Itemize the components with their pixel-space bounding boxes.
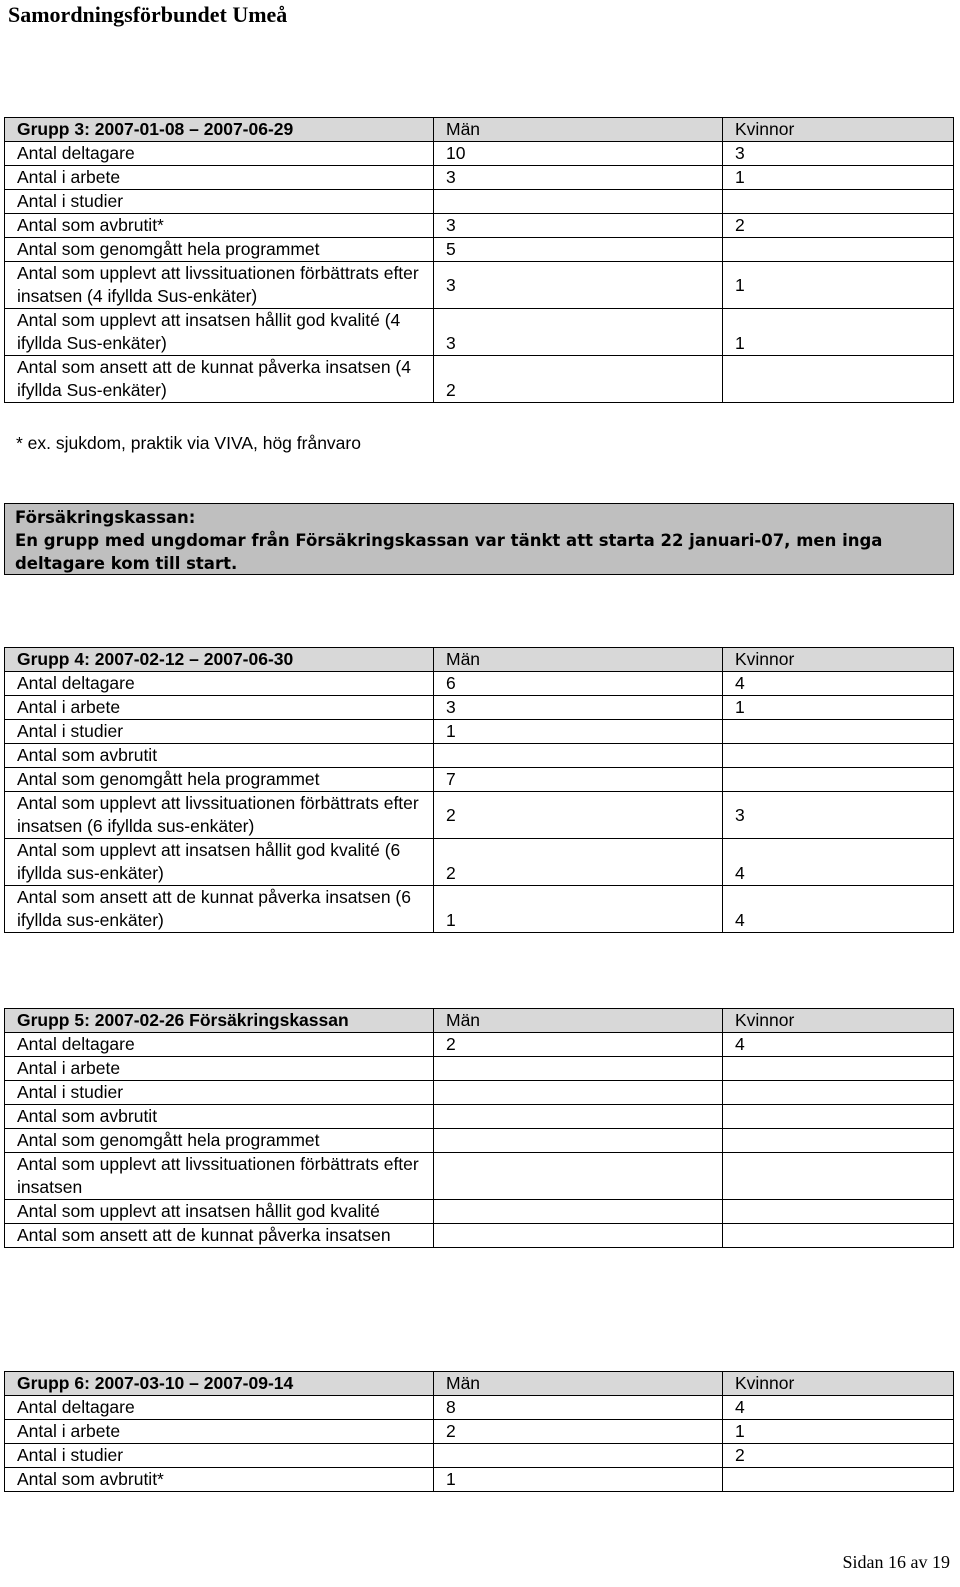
column-header-women: Kvinnor (723, 1372, 954, 1396)
row-label: Antal deltagare (5, 1396, 434, 1420)
table-row (5, 309, 954, 356)
women-value: 4 (723, 886, 954, 933)
women-value (723, 1224, 954, 1248)
row-label: Antal som ansett att de kunnat påverka insatsen (6 ifyllda sus-enkäter) (5, 886, 434, 933)
table-row (5, 792, 954, 839)
row-label: Antal som upplevt att insatsen hållit god kvalité (6 ifyllda sus-enkäter) (5, 839, 434, 886)
column-header-men: Män (434, 1009, 723, 1033)
women-value (723, 1468, 954, 1492)
table-row (5, 1200, 954, 1224)
row-label: Antal som ansett att de kunnat påverka insatsen (4 ifyllda Sus-enkäter) (5, 356, 434, 403)
men-value: 8 (434, 1396, 723, 1420)
document-header-title: Samordningsförbundet Umeå (8, 2, 288, 27)
group-4-table (4, 647, 954, 933)
table-row (5, 744, 954, 768)
table-row (5, 1444, 954, 1468)
men-value (434, 190, 723, 214)
group-title: Grupp 6: 2007-03-10 – 2007-09-14 (5, 1372, 434, 1396)
row-label: Antal som avbrutit (5, 744, 434, 768)
row-label: Antal deltagare (5, 672, 434, 696)
men-value (434, 744, 723, 768)
row-label: Antal i studier (5, 720, 434, 744)
table-row (5, 886, 954, 933)
men-value: 2 (434, 839, 723, 886)
table-row (5, 166, 954, 190)
table-row (5, 356, 954, 403)
men-value (434, 1105, 723, 1129)
row-label: Antal i studier (5, 190, 434, 214)
table-row (5, 1033, 954, 1057)
women-value: 2 (723, 214, 954, 238)
group-5-table (4, 1008, 954, 1248)
women-value: 4 (723, 1396, 954, 1420)
table-row (5, 672, 954, 696)
men-value (434, 1224, 723, 1248)
men-value: 7 (434, 768, 723, 792)
table-row (5, 1396, 954, 1420)
men-value: 3 (434, 262, 723, 309)
row-label: Antal deltagare (5, 142, 434, 166)
table-row (5, 1153, 954, 1200)
women-value: 3 (723, 142, 954, 166)
women-value: 4 (723, 839, 954, 886)
table-row (5, 262, 954, 309)
women-value (723, 1057, 954, 1081)
group-title: Grupp 3: 2007-01-08 – 2007-06-29 (5, 118, 434, 142)
row-label: Antal som upplevt att livssituationen förbättrats efter insatsen (6 ifyllda sus-enkäter) (5, 792, 434, 839)
table-row (5, 142, 954, 166)
men-value: 3 (434, 214, 723, 238)
men-value: 5 (434, 238, 723, 262)
table-header-row (5, 1372, 954, 1396)
row-label: Antal som upplevt att livssituationen förbättrats efter insatsen (5, 1153, 434, 1200)
row-label: Antal i arbete (5, 166, 434, 190)
row-label: Antal som upplevt att insatsen hållit god kvalité (4 ifyllda Sus-enkäter) (5, 309, 434, 356)
table-row (5, 1129, 954, 1153)
women-value (723, 1153, 954, 1200)
men-value: 2 (434, 1033, 723, 1057)
table-row (5, 1057, 954, 1081)
column-header-men: Män (434, 648, 723, 672)
men-value: 2 (434, 792, 723, 839)
row-label: Antal i arbete (5, 1057, 434, 1081)
men-value (434, 1200, 723, 1224)
group-6-table (4, 1371, 954, 1492)
column-header-women: Kvinnor (723, 118, 954, 142)
table-header-row (5, 1009, 954, 1033)
women-value: 2 (723, 1444, 954, 1468)
row-label: Antal som avbrutit (5, 1105, 434, 1129)
column-header-men: Män (434, 118, 723, 142)
row-label: Antal som upplevt att livssituationen förbättrats efter insatsen (4 ifyllda Sus-enkäter) (5, 262, 434, 309)
table-row (5, 768, 954, 792)
men-value: 3 (434, 166, 723, 190)
table-row (5, 1468, 954, 1492)
row-label: Antal som ansett att de kunnat påverka insatsen (5, 1224, 434, 1248)
row-label: Antal som avbrutit* (5, 1468, 434, 1492)
men-value: 1 (434, 1468, 723, 1492)
women-value (723, 744, 954, 768)
men-value: 3 (434, 309, 723, 356)
women-value: 1 (723, 166, 954, 190)
row-label: Antal deltagare (5, 1033, 434, 1057)
men-value: 2 (434, 356, 723, 403)
table-row (5, 1224, 954, 1248)
men-value: 1 (434, 720, 723, 744)
table-row (5, 1105, 954, 1129)
women-value (723, 768, 954, 792)
men-value: 3 (434, 696, 723, 720)
page-number: Sidan 16 av 19 (842, 1552, 950, 1572)
group-3-footnote: * ex. sjukdom, praktik via VIVA, hög frånvaro (16, 433, 361, 453)
men-value: 10 (434, 142, 723, 166)
women-value (723, 1081, 954, 1105)
women-value: 1 (723, 309, 954, 356)
table-row (5, 190, 954, 214)
table-row (5, 1081, 954, 1105)
women-value: 4 (723, 672, 954, 696)
women-value: 1 (723, 262, 954, 309)
men-value: 6 (434, 672, 723, 696)
women-value (723, 356, 954, 403)
column-header-women: Kvinnor (723, 1009, 954, 1033)
women-value (723, 1129, 954, 1153)
men-value: 2 (434, 1420, 723, 1444)
row-label: Antal som genomgått hela programmet (5, 768, 434, 792)
men-value (434, 1057, 723, 1081)
women-value (723, 1200, 954, 1224)
row-label: Antal i arbete (5, 1420, 434, 1444)
men-value (434, 1153, 723, 1200)
forsakringskassan-notice (4, 503, 954, 575)
men-value: 1 (434, 886, 723, 933)
table-row (5, 238, 954, 262)
column-header-women: Kvinnor (723, 648, 954, 672)
men-value (434, 1081, 723, 1105)
table-row (5, 839, 954, 886)
women-value (723, 720, 954, 744)
row-label: Antal som avbrutit* (5, 214, 434, 238)
table-row (5, 1420, 954, 1444)
row-label: Antal som genomgått hela programmet (5, 1129, 434, 1153)
table-row (5, 214, 954, 238)
group-3-table (4, 117, 954, 403)
women-value (723, 190, 954, 214)
table-row (5, 696, 954, 720)
women-value: 1 (723, 1420, 954, 1444)
row-label: Antal som upplevt att insatsen hållit god kvalité (5, 1200, 434, 1224)
row-label: Antal i studier (5, 1444, 434, 1468)
notice-heading: Försäkringskassan: (15, 508, 196, 527)
women-value (723, 238, 954, 262)
group-title: Grupp 4: 2007-02-12 – 2007-06-30 (5, 648, 434, 672)
men-value (434, 1129, 723, 1153)
women-value: 1 (723, 696, 954, 720)
row-label: Antal i studier (5, 1081, 434, 1105)
row-label: Antal i arbete (5, 696, 434, 720)
men-value (434, 1444, 723, 1468)
notice-text: En grupp med ungdomar från Försäkringskassan var tänkt att starta 22 januari-07, men inga deltagare kom till start. (15, 531, 883, 573)
column-header-men: Män (434, 1372, 723, 1396)
women-value: 3 (723, 792, 954, 839)
table-header-row (5, 648, 954, 672)
women-value: 4 (723, 1033, 954, 1057)
table-row (5, 720, 954, 744)
group-title: Grupp 5: 2007-02-26 Försäkringskassan (5, 1009, 434, 1033)
table-header-row (5, 118, 954, 142)
row-label: Antal som genomgått hela programmet (5, 238, 434, 262)
women-value (723, 1105, 954, 1129)
